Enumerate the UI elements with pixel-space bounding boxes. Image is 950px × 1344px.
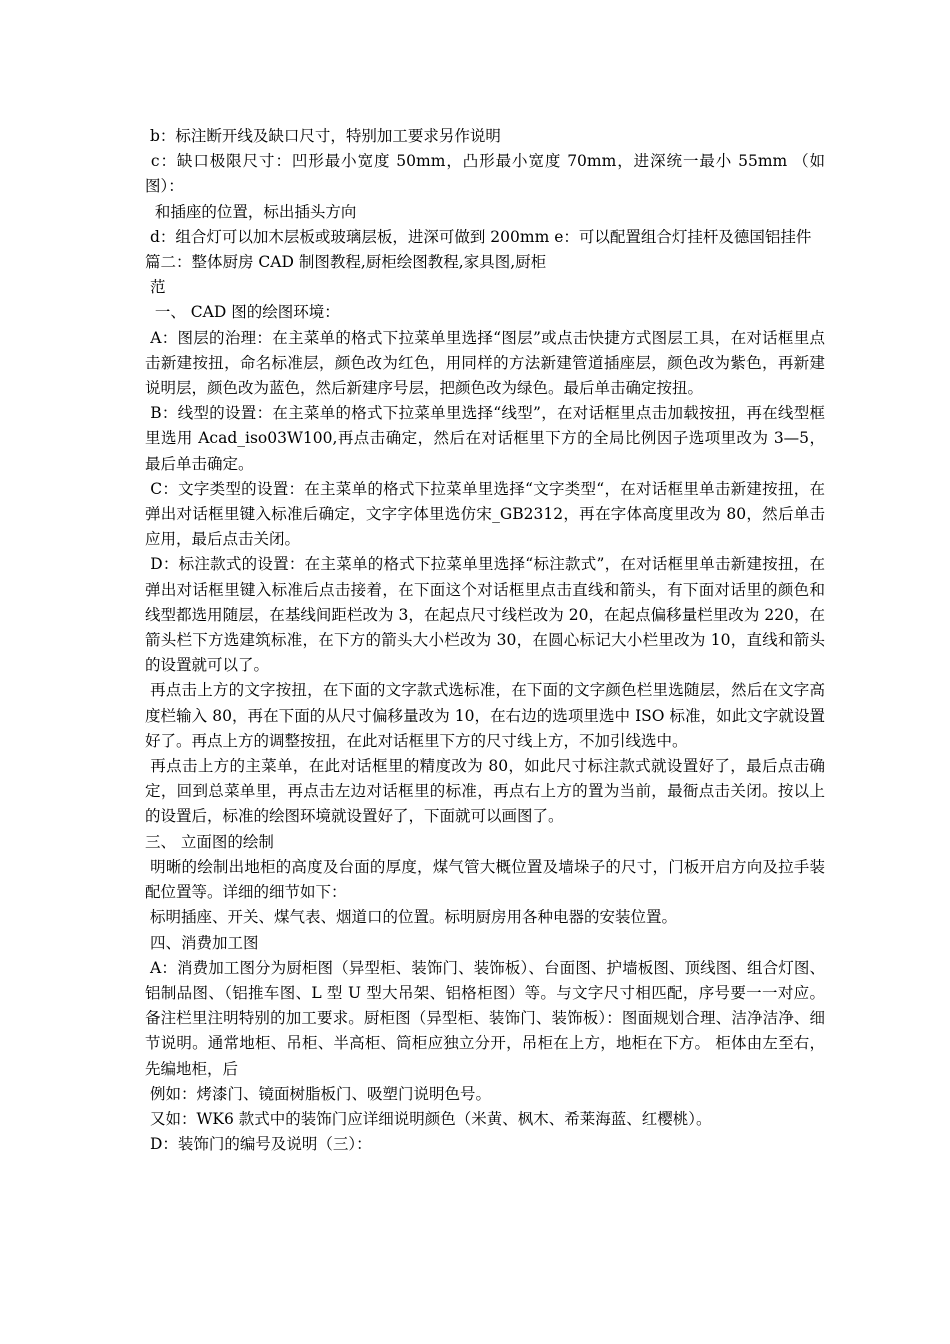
paragraph: 再点击上方的主菜单，在此对话框里的精度改为 80，如此尺寸标注款式就设置好了，最后点击确定，回到总菜单里，再点击左边对话框里的标准，再点右上方的置为当前，最衙点击关闭。按以上的设置后，标准的绘图环境就设置好了，下面就可以画图了。: [145, 757, 825, 826]
paragraph: 明晰的绘制出地柜的高度及台面的厚度，煤气管大概位置及墙垛子的尺寸，门板开启方向及拉手装配位置等。详细的细节如下：: [145, 857, 825, 902]
paragraph: 又如：WK6 款式中的装饰门应详细说明颜色（米黄、枫木、希莱海蓝、红樱桃）。: [145, 1109, 712, 1128]
document-page: [145, 124, 825, 1157]
paragraph: A：图层的治理：在主菜单的格式下拉菜单里选择“图层”或点击快捷方式图层工具，在对话框里点击新建按扭，命名标准层，颜色改为红色，用同样的方法新建管道插座层，颜色改为紫色，再新建说明层，颜色改为蓝色，然后新建序号层，把颜色改为绿色。最后单击确定按扭。: [145, 328, 825, 398]
paragraph: c：缺口极限尺寸：凹形最小宽度 50mm，凸形最小宽度 70mm，进深统一最小 55mm （如图）：: [145, 152, 825, 196]
section-heading: 篇二：整体厨房 CAD 制图教程,厨柜绘图教程,家具图,厨柜: [145, 253, 547, 272]
paragraph: D：装饰门的编号及说明（三）：: [145, 1135, 372, 1154]
paragraph: 标明插座、开关、煤气表、烟道口的位置。标明厨房用各种电器的安装位置。: [145, 908, 677, 927]
paragraph: A：消费加工图分为厨柜图（异型柜、装饰门、装饰板）、台面图、护墙板图、顶线图、组合灯图、铝制品图、（铝推车图、L 型 U 型大吊架、铝格柜图）等。与文字尺寸相匹配，序号要一一对应。备注栏里注明特别的加工要求。厨柜图（异型柜、装饰门、装饰板）：图面规划合理、洁净洁净、细节说明。通常地柜、吊柜、半高柜、筒柜应独立分开，吊柜在上方，地柜在下方。 柜体由左至右，先编地柜，后: [145, 958, 825, 1078]
paragraph: 例如：烤漆门、镜面树脂板门、吸塑门说明色号。: [145, 1084, 491, 1103]
paragraph: 范: [145, 278, 166, 297]
paragraph: D：标注款式的设置：在主菜单的格式下拉菜单里选择“标注款式”，在对话框里单击新建按扭，在弹出对话框里键入标准后点击接着，在下面这个对话框里点击直线和箭头，有下面对话里的颜色和线型都选用随层，在基线间距栏改为 3，在起点尺寸线栏改为 20，在起点偏移量栏里改为 220，在箭头栏下方选建筑标准，在下方的箭头大小栏改为 30，在圆心标记大小栏里改为 10，直线和箭头的设置就可以了。: [145, 555, 825, 675]
paragraph: d：组合灯可以加木层板或玻璃层板，进深可做到 200mm e：可以配置组合灯挂杆及德国铝挂件: [145, 227, 812, 246]
paragraph: B：线型的设置：在主菜单的格式下拉菜单里选择“线型”，在对话框里点击加载按扭，再在线型框里选用 Acad_iso03W100,再点击确定，然后在对话框里下方的全局比例因子选项里改为 3—5，最后单击确定。: [145, 404, 825, 473]
paragraph: 和插座的位置，标出插头方向: [145, 202, 357, 221]
section-heading: 四、消费加工图: [145, 933, 259, 952]
paragraph: b：标注断开线及缺口尺寸，特别加工要求另作说明: [145, 127, 501, 145]
paragraph: C：文字类型的设置：在主菜单的格式下拉菜单里选择“文字类型“，在对话框里单击新建按扭，在弹出对话框里键入标准后确定，文字字体里选仿宋_GB2312，再在字体高度里改为 80，然后单击应用，最后点击关闭。: [145, 479, 825, 549]
paragraph: 再点击上方的文字按扭，在下面的文字款式选标准，在下面的文字颜色栏里选随层，然后在文字高度栏输入 80，再在下面的从尺寸偏移量改为 10，在右边的选项里选中 ISO 标准，如此文字就设置好了。再点上方的调整按扭，在此对话框里下方的尺寸线上方，不加引线选中。: [145, 681, 825, 750]
section-heading: 一、 CAD 图的绘图环境：: [145, 303, 340, 322]
section-heading: 三、 立面图的绘制: [145, 832, 274, 851]
